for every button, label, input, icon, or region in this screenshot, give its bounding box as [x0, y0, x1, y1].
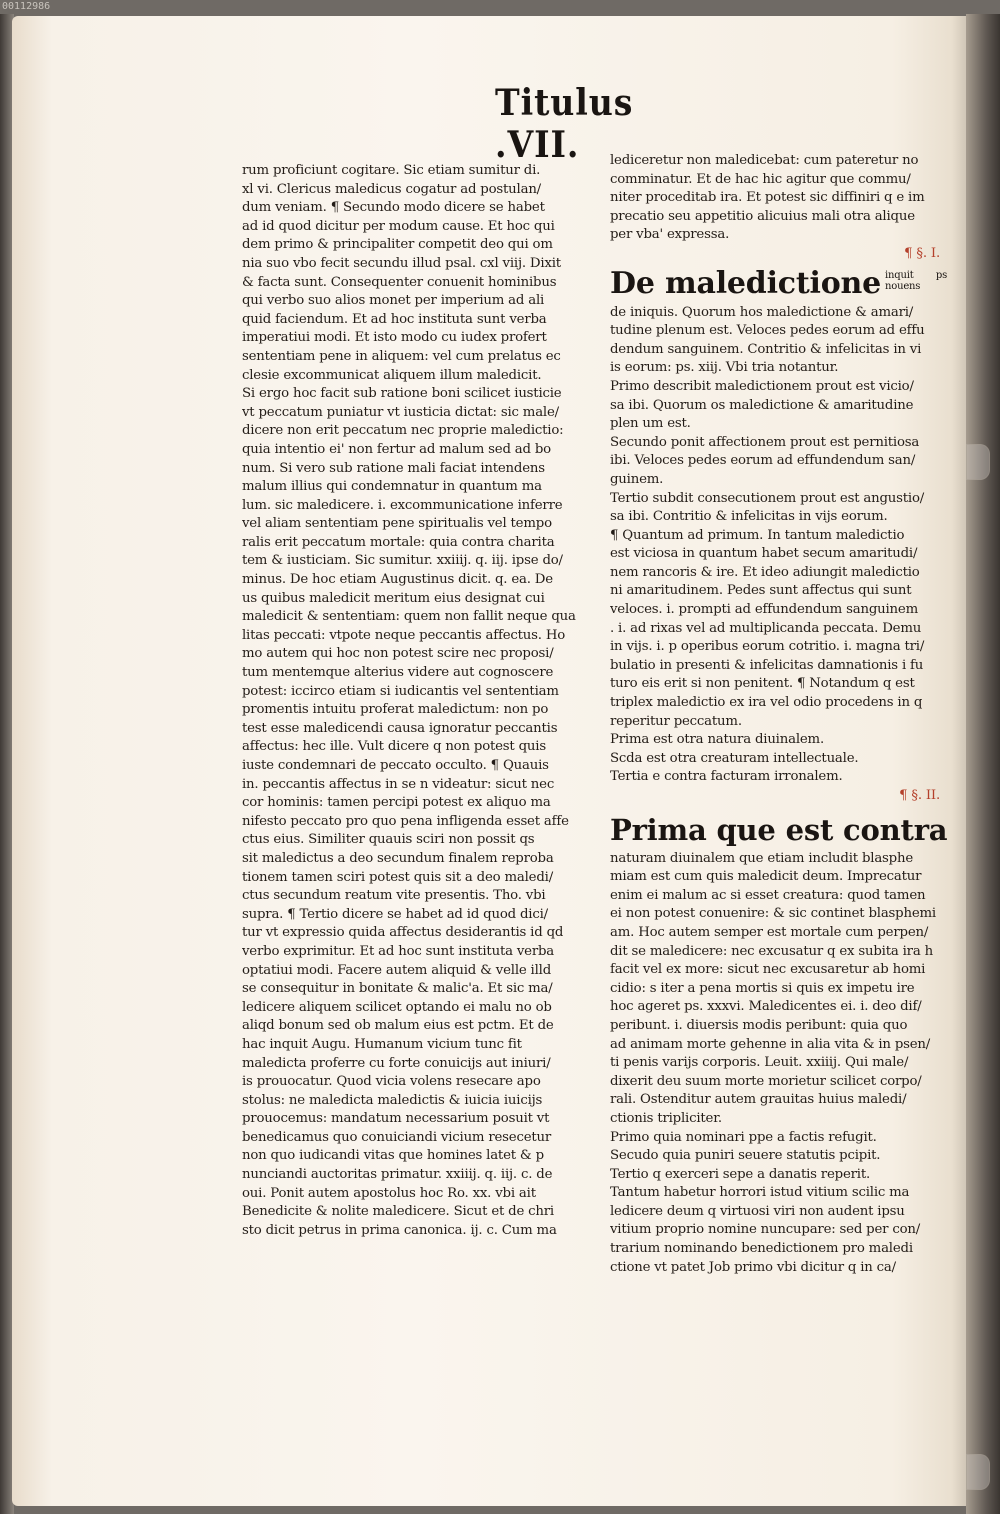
text-line: facit vel ex more: sicut nec excusaretur ab homi — [610, 962, 926, 978]
text-line: plen um est. — [610, 416, 691, 432]
text-line: aliqd bonum sed ob malum eius est pctm. Et de — [242, 1018, 554, 1034]
text-line: vel aliam sententiam pene spiritualis vel tempo — [242, 516, 552, 532]
text-line: cor hominis: tamen percipi potest ex aliquo ma — [242, 795, 551, 811]
text-line: rali. Ostenditur autem grauitas huius maledi/ — [610, 1092, 907, 1108]
text-line: ei non potest conuenire: & sic continet blasphemi — [610, 906, 936, 922]
text-line: rum proficiunt cogitare. Sic etiam sumitur di. — [242, 163, 541, 178]
text-line: supra. ¶ Tertio dicere se habet ad id quod dici/ — [242, 906, 548, 922]
text-line: hac inquit Augu. Humanum vicium tunc fit — [242, 1036, 522, 1052]
text-line: miam est cum quis maledicit deum. Imprecatur — [610, 869, 922, 885]
text-line: ad animam morte gehenne in alia vita & in psen/ — [610, 1036, 931, 1052]
text-line: trarium nominando benedictionem pro maledi — [610, 1241, 913, 1257]
text-line: peribunt. i. diuersis modis peribunt: quia quo — [610, 1017, 908, 1033]
text-line: vitium proprio nomine nuncupare: sed per con/ — [610, 1222, 921, 1238]
text-line: comminatur. Et de hac hic agitur que commu/ — [610, 171, 911, 187]
left-column — [242, 162, 580, 1240]
text-line: minus. De hoc etiam Augustinus dicit. q. ea. De — [242, 572, 553, 588]
text-line: niter proceditab ira. Et potest sic diffiniri q e im — [610, 190, 925, 206]
text-line: clesie excommunicat aliquem illum maledicit. — [242, 367, 542, 383]
text-line: litas peccati: vtpote neque peccantis affectus. Ho — [242, 627, 566, 643]
text-line: ctus secundum reatum vite presentis. Tho. vbi — [242, 888, 546, 904]
text-line: Primo describit maledictionem prout est vicio/ — [610, 378, 914, 394]
text-line: quid faciendum. Et ad hoc instituta sunt verba — [242, 311, 547, 327]
text-line: xl vi. Clericus maledicus cogatur ad postulan/ — [242, 181, 541, 197]
text-line: naturam diuinalem que etiam includit blasphe — [610, 850, 914, 866]
text-line: lediceretur non maledicebat: cum pateretur no — [610, 153, 919, 168]
text-line: maledicit & sententiam: quem non fallit neque qua — [242, 609, 576, 625]
text-line: potest: iccirco etiam si iudicantis vel sententiam — [242, 683, 559, 699]
text-line: Scda est otra creaturam intellectuale. — [610, 750, 859, 766]
text-line: guinem. — [610, 471, 664, 487]
text-line: dicere non erit peccatum nec proprie maledictio: — [242, 423, 564, 439]
text-line: Primo quia nominari ppe a factis refugit. — [610, 1129, 877, 1145]
text-line: ledicere aliquem scilicet optando ei malu no ob — [242, 999, 552, 1015]
text-line: prouocemus: mandatum necessarium posuit vt — [242, 1111, 550, 1127]
text-line: Tertia e contra facturam irronalem. — [610, 769, 843, 785]
scan-id-label: 00112986 — [2, 1, 51, 12]
text-line: nifesto peccato pro quo pena infligenda esset affe — [242, 813, 569, 829]
section-heading-de-maledictione — [610, 265, 948, 302]
page-fore-edge — [966, 14, 1000, 1514]
text-line: is prouocatur. Quod vicia volens resecare apo — [242, 1074, 541, 1090]
text-line: enim ei malum ac si esset creatura: quod tamen — [610, 887, 926, 903]
text-line: benedicamus quo conuiciandi vicium resecetur — [242, 1129, 552, 1145]
text-line: sto dicit petrus in prima canonica. ij. c. Cum ma — [242, 1222, 557, 1238]
text-line: us quibus maledicit meritum eius designat cui — [242, 590, 545, 606]
text-line: veloces. i. prompti ad effundendum sanguinem — [610, 602, 919, 618]
text-line: stolus: ne maledicta maledictis & iuicia iuicijs — [242, 1092, 543, 1108]
text-line: ni amaritudinem. Pedes sunt affectus qui sunt — [610, 583, 912, 599]
text-line: hoc ageret ps. xxxvi. Maledicentes ei. i. deo dif/ — [610, 999, 922, 1015]
text-line: se consequitur in bonitate & malic'a. Et sic ma/ — [242, 981, 553, 997]
text-line: non quo iudicandi vitas que homines latet & p — [242, 1148, 544, 1164]
text-line: maledicta proferre cu forte conuicijs aut iniuri/ — [242, 1055, 551, 1071]
text-line: ctione vt patet Job primo vbi dicitur q in ca/ — [610, 1259, 896, 1275]
text-line: is eorum: ps. xiij. Vbi tria notantur. — [610, 360, 839, 376]
text-line: ad id quod dicitur per modum cause. Et hoc qui — [242, 218, 555, 234]
text-line: dit se maledicere: nec excusatur q ex subita ira h — [610, 943, 933, 959]
text-line: sit maledictus a deo secundum finalem reproba — [242, 850, 554, 866]
text-line: Secudo quia puniri seuere statutis pcipit. — [610, 1148, 881, 1164]
text-line: ctus eius. Similiter quauis sciri non possit qs — [242, 832, 535, 848]
text-line: promentis intuitu proferat maledictum: non po — [242, 702, 549, 718]
text-line: ctionis tripliciter. — [610, 1110, 722, 1126]
text-line: mo autem qui hoc non potest scire nec proposi/ — [242, 646, 554, 662]
text-line: sa ibi. Quorum os maledictione & amaritudine — [610, 397, 914, 413]
text-line: tum mentemque alterius videre aut cognoscere — [242, 665, 554, 681]
text-line: dendum sanguinem. Contritio & infelicitas in vi — [610, 341, 922, 357]
text-line: cidio: s iter a pena mortis si quis ex impetu ire — [610, 980, 915, 996]
heading-side-text: inquit ps nouens — [885, 269, 948, 292]
text-line: tionem tamen sciri potest quis sit a deo maledi/ — [242, 869, 553, 885]
page-clip-decoration — [966, 444, 990, 480]
text-line: Si ergo hoc facit sub ratione boni scilicet iusticie — [242, 386, 562, 402]
text-line: Tantum habetur horrori istud vitium scilic ma — [610, 1185, 910, 1201]
text-line: Tertio subdit consecutionem prout est angustio/ — [610, 490, 925, 506]
text-line: iuste condemnari de peccato occulto. ¶ Quauis — [242, 758, 549, 773]
text-line: per vba' expressa. — [610, 227, 730, 243]
text-line: qui verbo suo alios monet per imperium ad ali — [242, 293, 545, 309]
text-line: tur vt expressio quida affectus desiderantis id qd — [242, 925, 564, 941]
text-line: test esse maledicendi causa ignoratur peccantis — [242, 720, 558, 736]
text-line: sententiam pene in aliquem: vel cum prelatus ec — [242, 348, 561, 364]
text-line: reperitur peccatum. — [610, 713, 742, 729]
text-line: de iniquis. Quorum hos maledictione & amari/ — [610, 304, 914, 320]
section-mark-1: ¶ §. I. — [904, 245, 940, 261]
heading-text: De maledictione — [610, 265, 882, 301]
text-line: am. Hoc autem semper est mortale cum perpen/ — [610, 924, 929, 940]
text-line: Secundo ponit affectionem prout est pernitiosa — [610, 434, 920, 450]
text-line: est viciosa in quantum habet secum amaritudi/ — [610, 546, 918, 562]
text-line: sa ibi. Contritio & infelicitas in vijs eorum. — [610, 509, 888, 525]
section-heading-prima: Prima que est contra — [610, 812, 948, 847]
text-line: turo eis erit si non penitent. ¶ Notandum q est — [610, 676, 915, 692]
text-line: verbo exprimitur. Et ad hoc sunt instituta verba — [242, 943, 555, 959]
text-line: nunciandi auctoritas primatur. xxiiij. q. iij. c. de — [242, 1167, 553, 1183]
text-line: nia suo vbo fecit secundu illud psal. cxl viij. Dixit — [242, 255, 561, 271]
text-line: triplex maledictio ex ira vel odio procedens in q — [610, 695, 923, 711]
text-line: ibi. Veloces pedes eorum ad effundendum san/ — [610, 453, 916, 469]
text-line: precatio seu appetitio alicuius mali otra alique — [610, 208, 915, 224]
text-line: in. peccantis affectus in se n videatur: sicut nec — [242, 776, 555, 792]
text-line: Prima est otra natura diuinalem. — [610, 732, 824, 748]
text-line: & facta sunt. Consequenter conuenit hominibus — [242, 274, 557, 290]
text-line: . i. ad rixas vel ad multiplicanda peccata. Demu — [610, 620, 922, 636]
running-head: Titulus .VII. — [495, 82, 634, 166]
text-line: nem rancoris & ire. Et ideo adiungit maledictio — [610, 564, 920, 580]
text-line: imperatiui modi. Et isto modo cu iudex profert — [242, 330, 547, 346]
page-clip-decoration — [966, 1454, 990, 1490]
text-line: lum. sic maledicere. i. excommunicatione inferre — [242, 497, 563, 513]
text-line: quia intentio ei' non fertur ad malum sed ad bo — [242, 441, 551, 457]
text-line: dixerit deu suum morte morietur scilicet corpo/ — [610, 1073, 922, 1089]
text-line: num. Si vero sub ratione mali faciat intendens — [242, 460, 545, 476]
text-line: optatiui modi. Facere autem aliquid & velle illd — [242, 962, 552, 978]
right-column — [610, 152, 948, 1277]
text-line: in vijs. i. p operibus eorum cotritio. i. magna tri/ — [610, 639, 925, 655]
section-mark-2: ¶ §. II. — [899, 788, 940, 803]
text-line: tudine plenum est. Veloces pedes eorum ad effu — [610, 323, 925, 339]
text-line: Tertio q exerceri sepe a danatis reperit. — [610, 1166, 870, 1182]
text-line: dem primo & principaliter competit deo qui om — [242, 237, 553, 253]
text-line: affectus: hec ille. Vult dicere q non potest quis — [242, 739, 546, 755]
text-line: ledicere deum q virtuosi viri non audent ipsu — [610, 1203, 905, 1219]
text-line: ti penis varijs corporis. Leuit. xxiiij. Qui male/ — [610, 1055, 909, 1071]
text-line: vt peccatum puniatur vt iusticia dictat: sic male/ — [242, 404, 559, 420]
text-line: Benedicite & nolite maledicere. Sicut et de chri — [242, 1204, 554, 1220]
text-line: bulatio in presenti & infelicitas damnationis i fu — [610, 657, 924, 673]
text-line: malum illius qui condemnatur in quantum ma — [242, 479, 542, 495]
text-line: oui. Ponit autem apostolus hoc Ro. xx. vbi ait — [242, 1185, 536, 1201]
text-line: ralis erit peccatum mortale: quia contra charita — [242, 534, 555, 550]
text-line: ¶ Quantum ad primum. In tantum maledictio — [610, 527, 905, 543]
text-line: tem & iusticiam. Sic sumitur. xxiiij. q. iij. ipse do/ — [242, 553, 563, 569]
text-line: dum veniam. ¶ Secundo modo dicere se habet — [242, 200, 545, 216]
